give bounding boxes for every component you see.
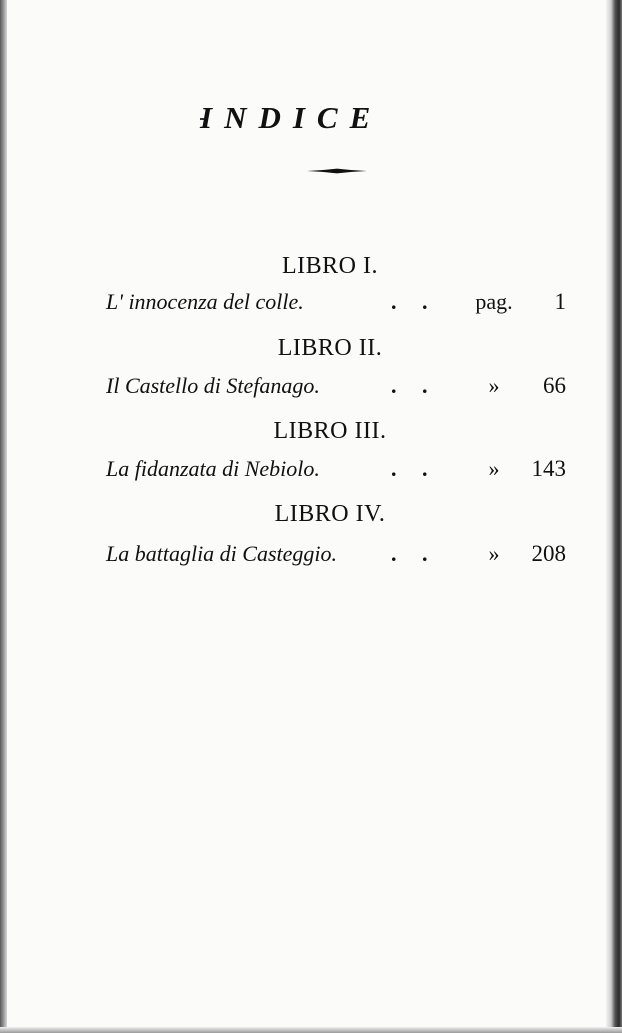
ornament-rule-icon [307, 168, 367, 174]
entry-title: Il Castello di Stefanago. [106, 373, 320, 398]
book-heading: LIBRO II. [277, 335, 383, 361]
entry-leader: . . [391, 289, 438, 314]
entry-page-ref: » [488, 456, 500, 481]
page-right-edge [606, 0, 622, 1033]
entry-title: L' innocenza del colle. [106, 289, 304, 314]
entry-leader: . . [391, 373, 438, 398]
entry-title: La fidanzata di Nebiolo. [106, 456, 320, 481]
page-left-edge [0, 0, 7, 1033]
book-heading: LIBRO IV. [274, 501, 386, 527]
entry-page-number: 1 [554, 289, 566, 314]
entry-page-number: 208 [531, 541, 566, 566]
toc-entry [106, 537, 572, 571]
entry-page-ref: » [488, 541, 500, 566]
entry-page-number: 66 [543, 373, 566, 398]
toc-entry [106, 369, 572, 403]
toc-entry [106, 452, 572, 486]
page-title: INDICE [200, 100, 383, 135]
entry-page-ref: pag. [475, 289, 513, 314]
entry-title: La battaglia di Casteggio. [106, 541, 338, 566]
book-heading: LIBRO III. [273, 418, 387, 444]
entry-leader: . . [391, 456, 438, 481]
entry-page-ref: » [488, 373, 500, 398]
entry-page-number: 143 [531, 456, 566, 481]
entry-leader: . . [391, 541, 438, 566]
page-bottom-edge [0, 1027, 622, 1033]
book-heading: LIBRO I. [282, 253, 378, 279]
toc-entry [106, 285, 572, 319]
